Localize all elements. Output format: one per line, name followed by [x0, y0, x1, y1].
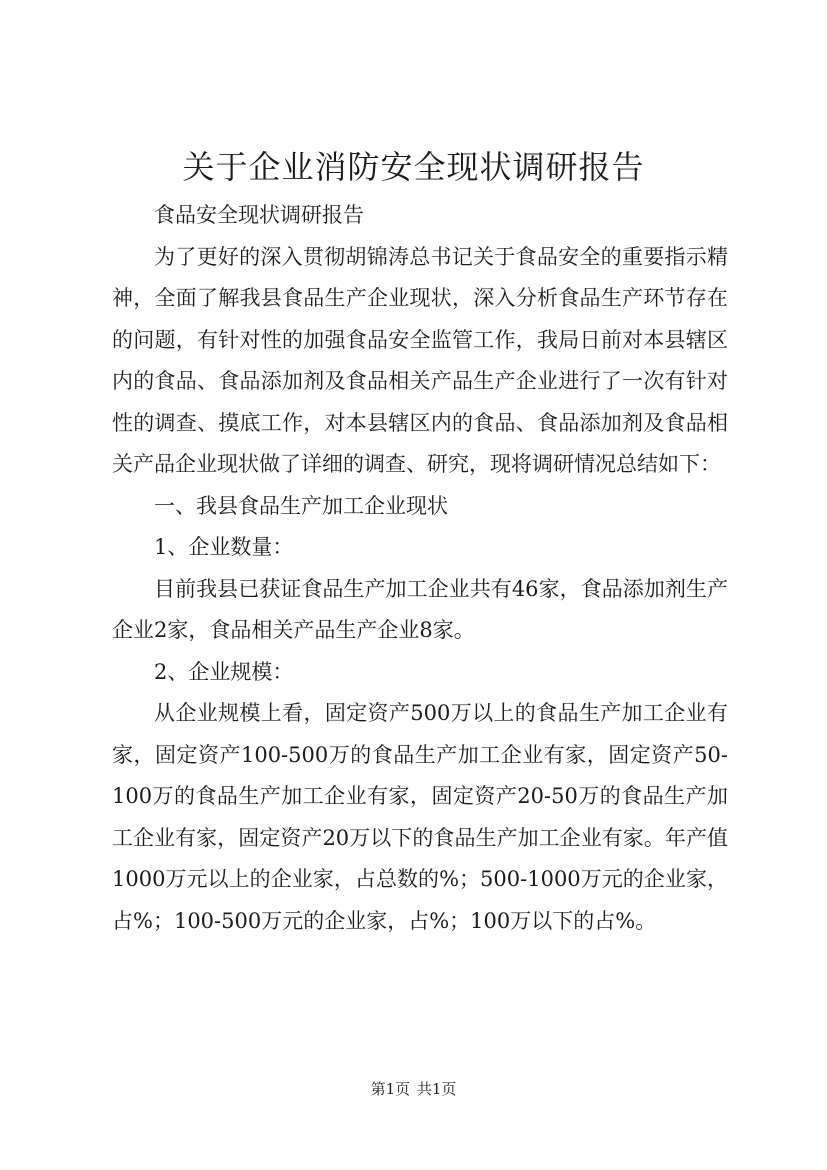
paragraph-enterprise-scale: 从企业规模上看，固定资产500万以上的食品生产加工企业有家，固定资产100-500万的食品生产加工企业有家，固定资产50-100万的食品生产加工企业有家，固定资产20-50万的食品生产加工企业有家，固定资产20万以下的食品生产加工企业有家。年产值1000万元以上的企业家，占总数的%；500-1000万元的企业家，占%；100-500万元的企业家，占%；100万以下的占%。: [112, 701, 728, 933]
subsection-heading-enterprise-count: 1、企业数量：: [154, 535, 294, 559]
document-title: 关于企业消防安全现状调研报告: [182, 148, 645, 186]
page-footer: 第1页 共1页: [370, 1080, 457, 1098]
paragraph-enterprise-count: 目前我县已获证食品生产加工企业共有46家，食品添加剂生产企业2家，食品相关产品生产企业8家。: [112, 576, 728, 642]
document-body: [112, 195, 728, 942]
subsection-heading-enterprise-scale: 2、企业规模：: [154, 659, 294, 684]
paragraph-intro: 为了更好的深入贯彻胡锦涛总书记关于食品安全的重要指示精神，全面了解我县食品生产企业现状，深入分析食品生产环节存在的问题，有针对性的加强食品安全监管工作，我局日前对本县辖区内的食品、食品添加剂及食品相关产品生产企业进行了一次有针对性的调查、摸底工作，对本县辖区内的食品、食品添加剂及食品相关产品企业现状做了详细的调查、研究，现将调研情况总结如下：: [112, 244, 728, 476]
paragraph-subtitle: 食品安全现状调研报告: [154, 203, 364, 227]
section-heading-1: 一、我县食品生产加工企业现状: [154, 493, 448, 518]
